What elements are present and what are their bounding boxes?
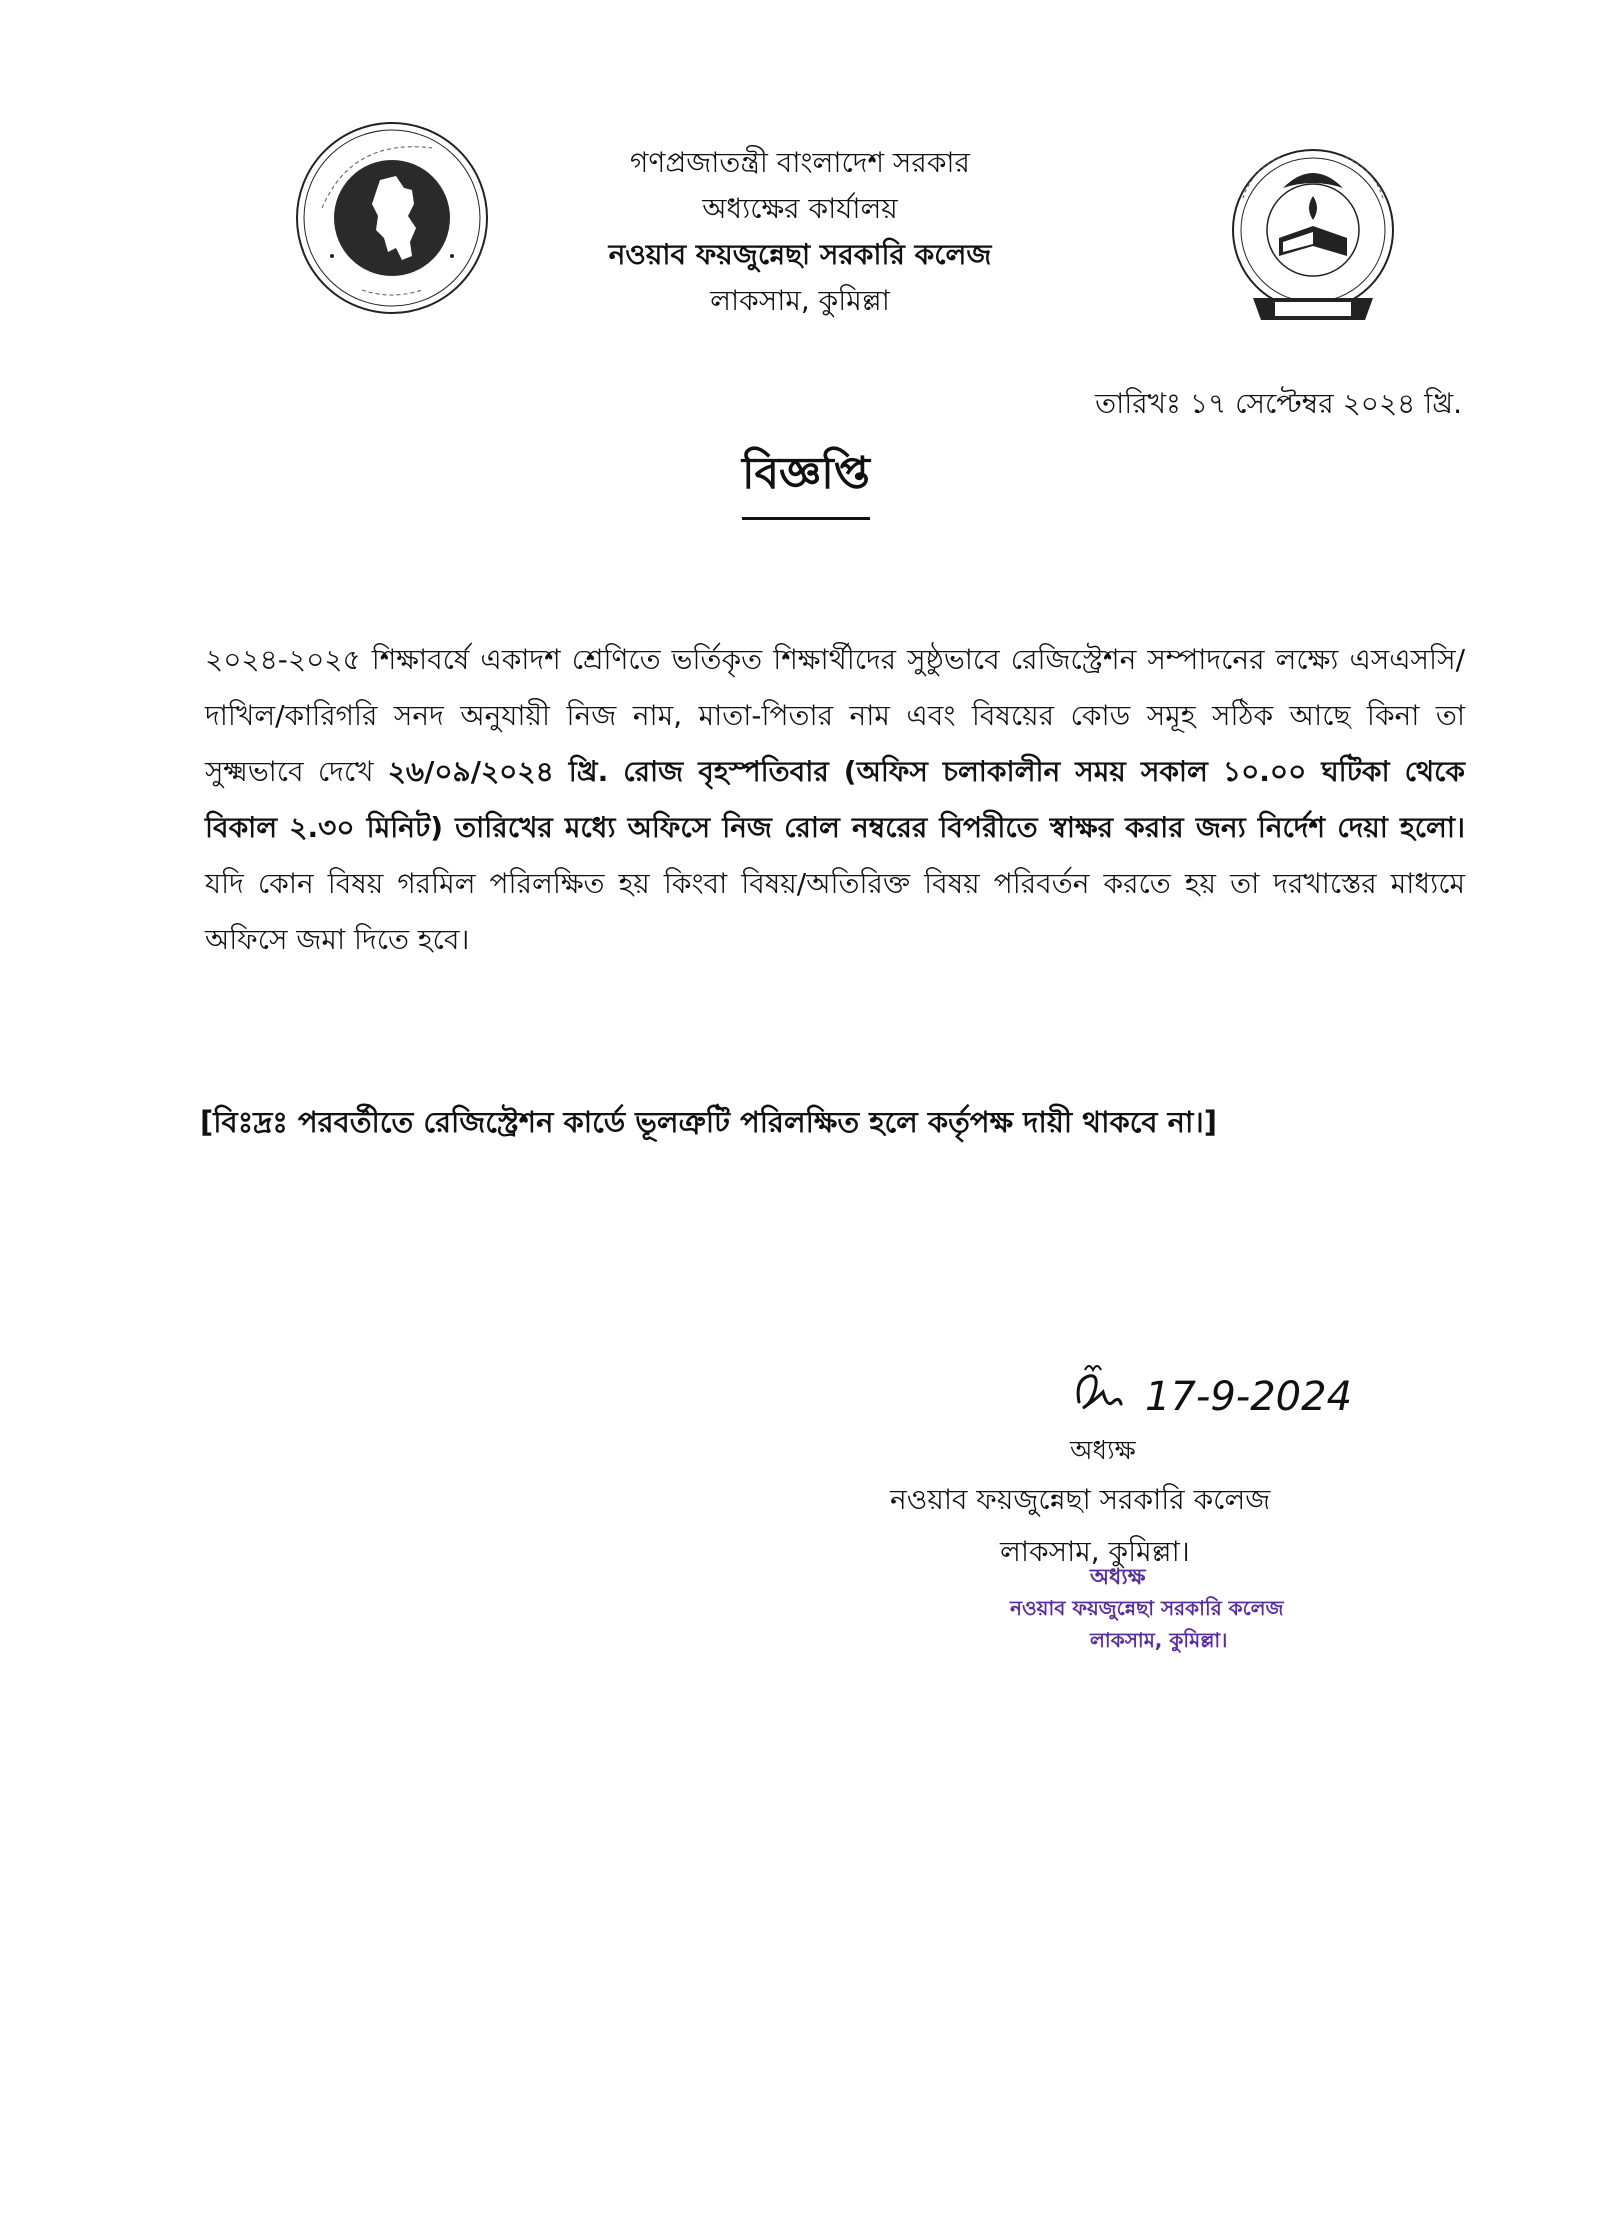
handwritten-signature [1065, 1352, 1445, 1442]
signatory-location: লাকসাম, কুমিল্লা। [1000, 1535, 1190, 1568]
notice-body [205, 632, 1465, 968]
notice-title-wrapper [0, 440, 1612, 520]
notice-date: তারিখঃ ১৭ সেপ্টেম্বর ২০২৪ খ্রি. [1095, 387, 1462, 420]
college-emblem-icon [1213, 138, 1413, 338]
body-text-part1: ২০২৪-২০২৫ শিক্ষাবর্ষে একাদশ শ্রেণিতে ভর্তিকৃত শিক্ষার্থীদের সুষ্ঠুভাবে রেজিস্ট্রেশন সম্পাদনের লক্ষ্যে এসএসসি/দাখিল/কারিগরি সনদ অনুযায়ী নিজ নাম, মাতা-পিতার নাম এবং বিষয়ের কোড সমূহ সঠিক আছে কিনা তা সুক্ষ্মভাবে দেখে [205, 643, 1465, 788]
stamp-location: লাকসাম, কুমিল্লা। [1090, 1628, 1228, 1652]
stamp-college: নওয়াব ফয়জুন্নেছা সরকারি কলেজ [1010, 1596, 1284, 1620]
signatory-college: নওয়াব ফয়জুন্নেছা সরকারি কলেজ [890, 1483, 1271, 1516]
government-seal-icon [292, 118, 492, 318]
office-name: অধ্যক্ষের কার্যালয় [702, 192, 898, 225]
college-location: লাকসাম, কুমিল্লা [710, 284, 890, 317]
stamp-designation: অধ্যক্ষ [1090, 1565, 1146, 1590]
college-name: নওয়াব ফয়জুন্নেছা সরকারি কলেজ [608, 238, 992, 271]
notice-title: বিজ্ঞপ্তি [742, 440, 870, 520]
body-text-deadline: ২৬/০৯/২০২৪ খ্রি. রোজ বৃহস্পতিবার (অফিস চলাকালীন সময় সকাল ১০.০০ ঘটিকা থেকে বিকাল ২.৩০ মিনিট) তারিখের মধ্যে অফিসে নিজ রোল নম্বরের বিপরীতে স্বাক্ষর করার জন্য নির্দেশ দেয়া হলো। [205, 755, 1465, 844]
notice-note: [বিঃদ্রঃ পরবর্তীতে রেজিস্ট্রেশন কার্ডে ভূলত্রুটি পরিলক্ষিত হলে কর্তৃপক্ষ দায়ী থাকবে না।] [200, 1105, 1218, 1139]
handwritten-date: 17-9-2024 [1145, 1374, 1353, 1420]
body-text-part3: যদি কোন বিষয় গরমিল পরিলক্ষিত হয় কিংবা বিষয়/অতিরিক্ত বিষয় পরিবর্তন করতে হয় তা দরখাস্তের মাধ্যমে অফিসে জমা দিতে হবে। [205, 867, 1465, 956]
official-stamp [1000, 1560, 1360, 1670]
signatory-designation: অধ্যক্ষ [1070, 1436, 1136, 1466]
letterhead [520, 140, 1080, 324]
government-name: গণপ্রজাতন্ত্রী বাংলাদেশ সরকার [630, 146, 970, 179]
